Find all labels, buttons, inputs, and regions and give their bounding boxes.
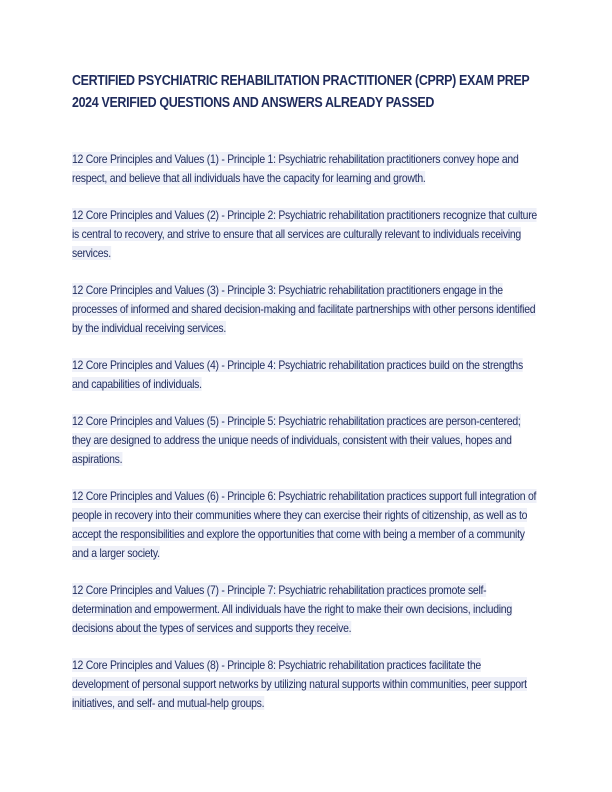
- principle-entry-3: [72, 281, 540, 338]
- principle-text-5: 12 Core Principles and Values (5) - Principle 5: Psychiatric rehabilitation practices are person-centered; they are designed to address the unique needs of individuals, consistent with their values, hopes and aspirations.: [72, 414, 521, 466]
- principle-text-4: 12 Core Principles and Values (4) - Principle 4: Psychiatric rehabilitation practices build on the strengths and capabilities of individuals.: [72, 358, 523, 391]
- principle-text-2: 12 Core Principles and Values (2) - Principle 2: Psychiatric rehabilitation practitioners recognize that culture is central to recovery, and strive to ensure that all services are culturally relevant to individuals receiving services.: [72, 208, 537, 260]
- principle-entry-4: [72, 356, 540, 394]
- principle-text-7: 12 Core Principles and Values (7) - Principle 7: Psychiatric rehabilitation practices promote self-determination and empowerment. All individuals have the right to make their own decisions, including decisions about the types of services and supports they receive.: [72, 583, 512, 635]
- principle-entry-6: [72, 487, 540, 563]
- principle-text-3: 12 Core Principles and Values (3) - Principle 3: Psychiatric rehabilitation practitioners engage in the processes of informed and shared decision-making and facilitate partnerships with other persons identified by the individual receiving services.: [72, 283, 536, 335]
- principle-text-6: 12 Core Principles and Values (6) - Principle 6: Psychiatric rehabilitation practices support full integration of people in recovery into their communities where they can exercise their rights of citizenship, as well as to accept the responsibilities and explore the opportunities that come with being a member of a community and a larger society.: [72, 489, 537, 560]
- document-title: CERTIFIED PSYCHIATRIC REHABILITATION PRACTITIONER (CPRP) EXAM PREP 2024 VERIFIED QUESTIONS AND ANSWERS ALREADY PASSED: [72, 73, 530, 111]
- principle-entry-8: [72, 656, 540, 713]
- principle-text-8: 12 Core Principles and Values (8) - Principle 8: Psychiatric rehabilitation practices facilitate the development of personal support networks by utilizing natural supports within communities, peer support initiatives, and self- and mutual-help groups.: [72, 658, 527, 710]
- principle-entry-1: [72, 150, 540, 188]
- principle-entry-7: [72, 581, 540, 638]
- principles-list: [72, 150, 540, 731]
- principle-text-1: 12 Core Principles and Values (1) - Principle 1: Psychiatric rehabilitation practitioners convey hope and respect, and believe that all individuals have the capacity for learning and growth.: [72, 152, 519, 185]
- principle-entry-5: [72, 412, 540, 469]
- principle-entry-2: [72, 206, 540, 263]
